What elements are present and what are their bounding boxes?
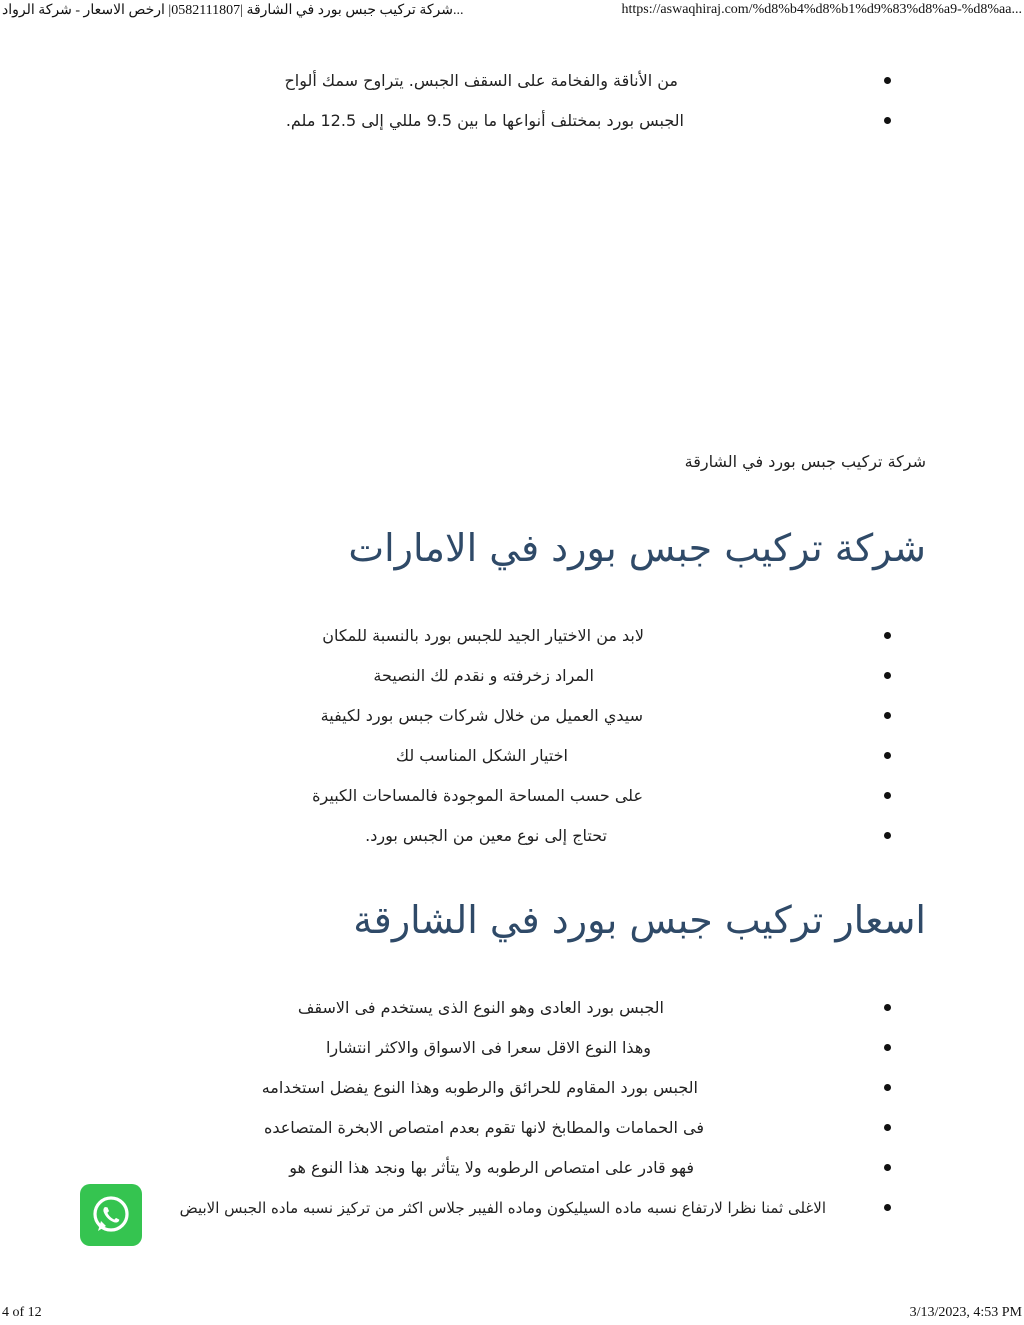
list-item-text: الجبس بورد العادى وهو النوع الذى يستخدم فى الاسقف	[297, 998, 664, 1017]
list-item-text: الجبس بورد بمختلف أنواعها ما بين 9.5 مللي إلى 12.5 ملم.	[285, 111, 684, 130]
list-item-text: لابد من الاختيار الجيد للجبس بورد بالنسبة للمكان	[322, 626, 644, 645]
bullet	[884, 832, 891, 839]
intro-list	[0, 61, 1024, 141]
list-item-text: تحتاج إلى نوع معين من الجبس بورد.	[365, 826, 607, 845]
bullet	[884, 77, 891, 84]
print-header	[0, 0, 1024, 22]
list-item	[0, 656, 1024, 696]
list-item	[0, 696, 1024, 736]
bullet	[884, 1084, 891, 1091]
list-item	[0, 988, 1024, 1028]
list-item-text: فى الحمامات والمطابخ لانها تقوم بعدم امتصاص الابخرة المتصاعده	[263, 1118, 704, 1137]
prices-list	[0, 988, 1024, 1228]
bullet	[884, 632, 891, 639]
list-item	[0, 101, 1024, 141]
bullet	[884, 1164, 891, 1171]
list-item	[0, 616, 1024, 656]
emirates-list	[0, 616, 1024, 856]
bullet	[884, 1004, 891, 1011]
whatsapp-icon	[89, 1193, 133, 1237]
section-heading-prices: اسعار تركيب جبس بورد في الشارقة	[353, 898, 926, 942]
list-item-text: سيدي العميل من خلال شركات جبس بورد لكيفية	[320, 706, 643, 725]
list-item-text: اختيار الشكل المناسب لك	[395, 746, 568, 765]
page-number: 4 of 12	[2, 1305, 42, 1320]
list-item-text: من الأناقة والفخامة على السقف الجبس. يتراوح سمك ألواح	[284, 71, 678, 90]
image-caption: شركة تركيب جبس بورد في الشارقة	[684, 452, 926, 471]
list-item-text: وهذا النوع الاقل سعرا فى الاسواق والاكثر انتشارا	[325, 1038, 651, 1057]
list-item	[0, 1028, 1024, 1068]
list-item	[0, 61, 1024, 101]
whatsapp-button[interactable]	[80, 1184, 142, 1246]
list-item-text: المراد زخرفته و نقدم لك النصيحة	[373, 666, 594, 685]
bullet	[884, 792, 891, 799]
bullet	[884, 712, 891, 719]
list-item	[0, 816, 1024, 856]
bullet	[884, 672, 891, 679]
bullet	[884, 1204, 891, 1211]
list-item	[0, 1108, 1024, 1148]
bullet	[884, 752, 891, 759]
print-header-url: https://aswaqhiraj.com/%d8%b4%d8%b1%d9%83%d8%a9-%d8%aa...	[621, 2, 1022, 17]
print-datetime: 3/13/2023, 4:53 PM	[909, 1305, 1022, 1320]
list-item	[0, 1068, 1024, 1108]
bullet	[884, 117, 891, 124]
print-footer	[0, 1303, 1024, 1325]
bullet	[884, 1124, 891, 1131]
list-item	[0, 736, 1024, 776]
list-item-text: فهو قادر على امتصاص الرطوبه ولا يتأثر بها ونجد هذا النوع هو	[289, 1158, 694, 1177]
section-heading-emirates: شركة تركيب جبس بورد في الامارات	[348, 526, 926, 570]
list-item-text: الاغلى ثمنا نظرا لارتفاع نسبه ماده السيليكون وماده الفيبر جلاس اكثر من تركيز نسبه ماده الجبس الابيض	[179, 1199, 826, 1217]
list-item	[0, 776, 1024, 816]
list-item	[0, 1148, 1024, 1188]
list-item-text: على حسب المساحة الموجودة فالمساحات الكبيرة	[312, 786, 643, 805]
bullet	[884, 1044, 891, 1051]
list-item	[0, 1188, 1024, 1228]
list-item-text: الجبس بورد المقاوم للحرائق والرطوبه وهذا النوع يفضل استخدامه	[261, 1078, 698, 1097]
print-header-title: شركة تركيب جبس بورد في الشارقة |0582111807| ارخص الاسعار - شركة الرواد...	[2, 3, 464, 18]
